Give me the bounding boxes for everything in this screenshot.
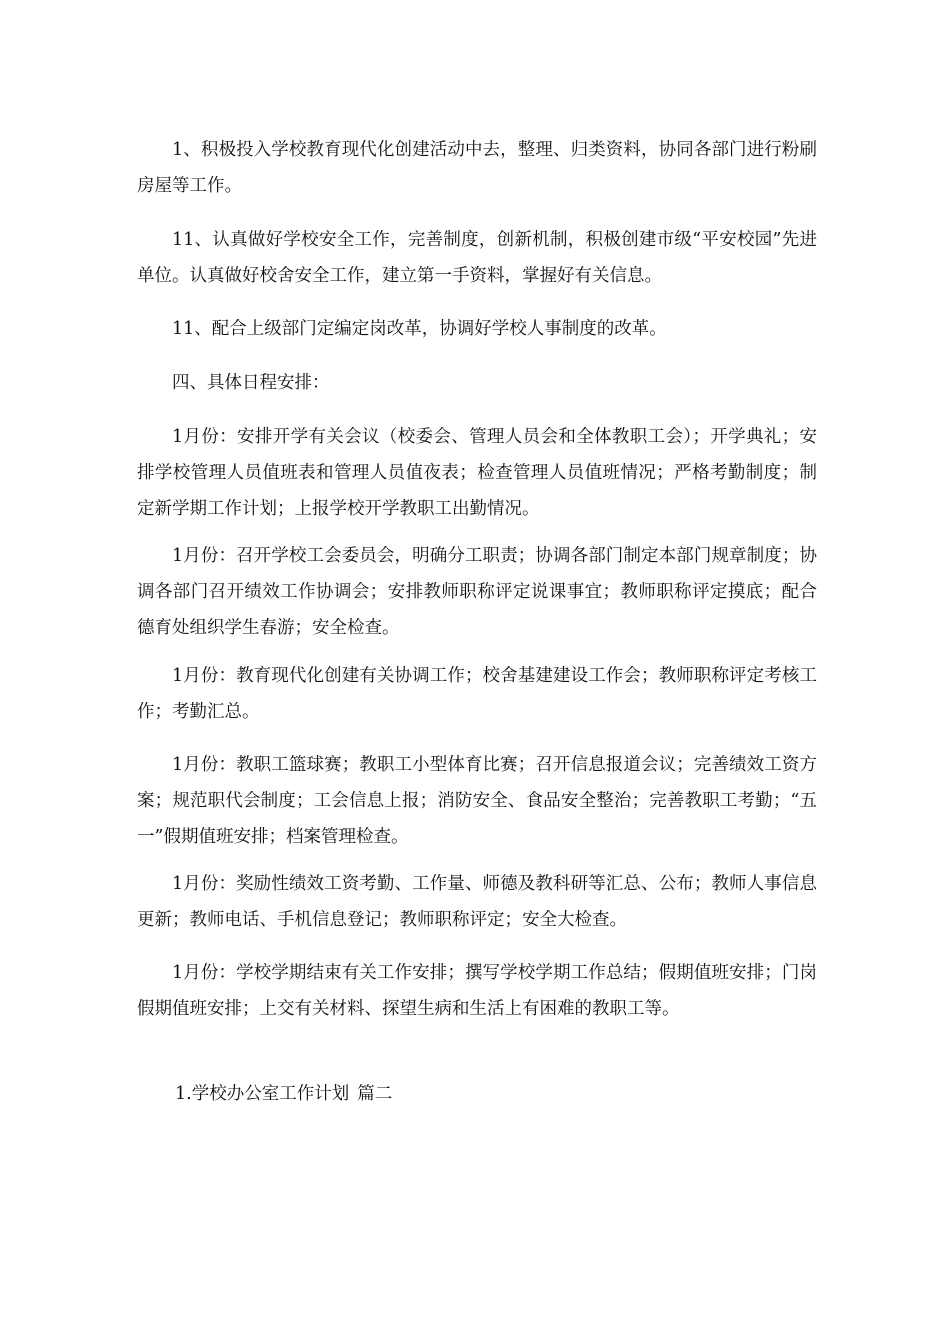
schedule-paragraph-6: 1月份：学校学期结束有关工作安排；撰写学校学期工作总结；假期值班安排；门岗假期值班安排；上交有关材料、探望生病和生活上有困难的教职工等。 xyxy=(137,963,817,1019)
schedule-paragraph-2: 1月份：召开学校工会委员会，明确分工职责；协调各部门制定本部门规章制度；协调各部门召开绩效工作协调会；安排教师职称评定说课事宜；教师职称评定摸底；配合德育处组织学生春游；安全检查。 xyxy=(137,546,817,638)
schedule-paragraph-1: 1月份：安排开学有关会议（校委会、管理人员会和全体教职工会）；开学典礼；安排学校管理人员值班表和管理人员值夜表；检查管理人员值班情况；严格考勤制度；制定新学期工作计划；上报学校开学教职工出勤情况。 xyxy=(137,427,817,519)
section-four-heading: 四、具体日程安排： xyxy=(172,373,330,393)
section-heading-number: 1. xyxy=(175,1084,192,1104)
section-heading xyxy=(175,1076,392,1112)
schedule-paragraph-5: 1月份：奖励性绩效工资考勤、工作量、师德及教科研等汇总、公布；教师人事信息更新；教师电话、手机信息登记；教师职称评定；安全大检查。 xyxy=(137,874,817,930)
section-heading-suffix: 篇二 xyxy=(357,1084,393,1104)
paragraph-1: 1、积极投入学校教育现代化创建活动中去，整理、归类资料，协同各部门进行粉刷房屋等工作。 xyxy=(137,140,817,196)
paragraph-3: 11、配合上级部门定编定岗改革，协调好学校人事制度的改革。 xyxy=(172,319,667,339)
schedule-paragraph-3: 1月份：教育现代化创建有关协调工作；校舍基建建设工作会；教师职称评定考核工作；考勤汇总。 xyxy=(137,666,817,722)
section-heading-title: 学校办公室工作计划 xyxy=(191,1084,350,1104)
paragraph-2: 11、认真做好学校安全工作，完善制度，创新机制，积极创建市级“平安校园”先进单位。认真做好校舍安全工作，建立第一手资料，掌握好有关信息。 xyxy=(137,230,817,286)
schedule-paragraph-4: 1月份：教职工篮球赛；教职工小型体育比赛；召开信息报道会议；完善绩效工资方案；规范职代会制度；工会信息上报；消防安全、食品安全整治；完善教职工考勤；“五一”假期值班安排；档案管理检查。 xyxy=(137,755,817,847)
